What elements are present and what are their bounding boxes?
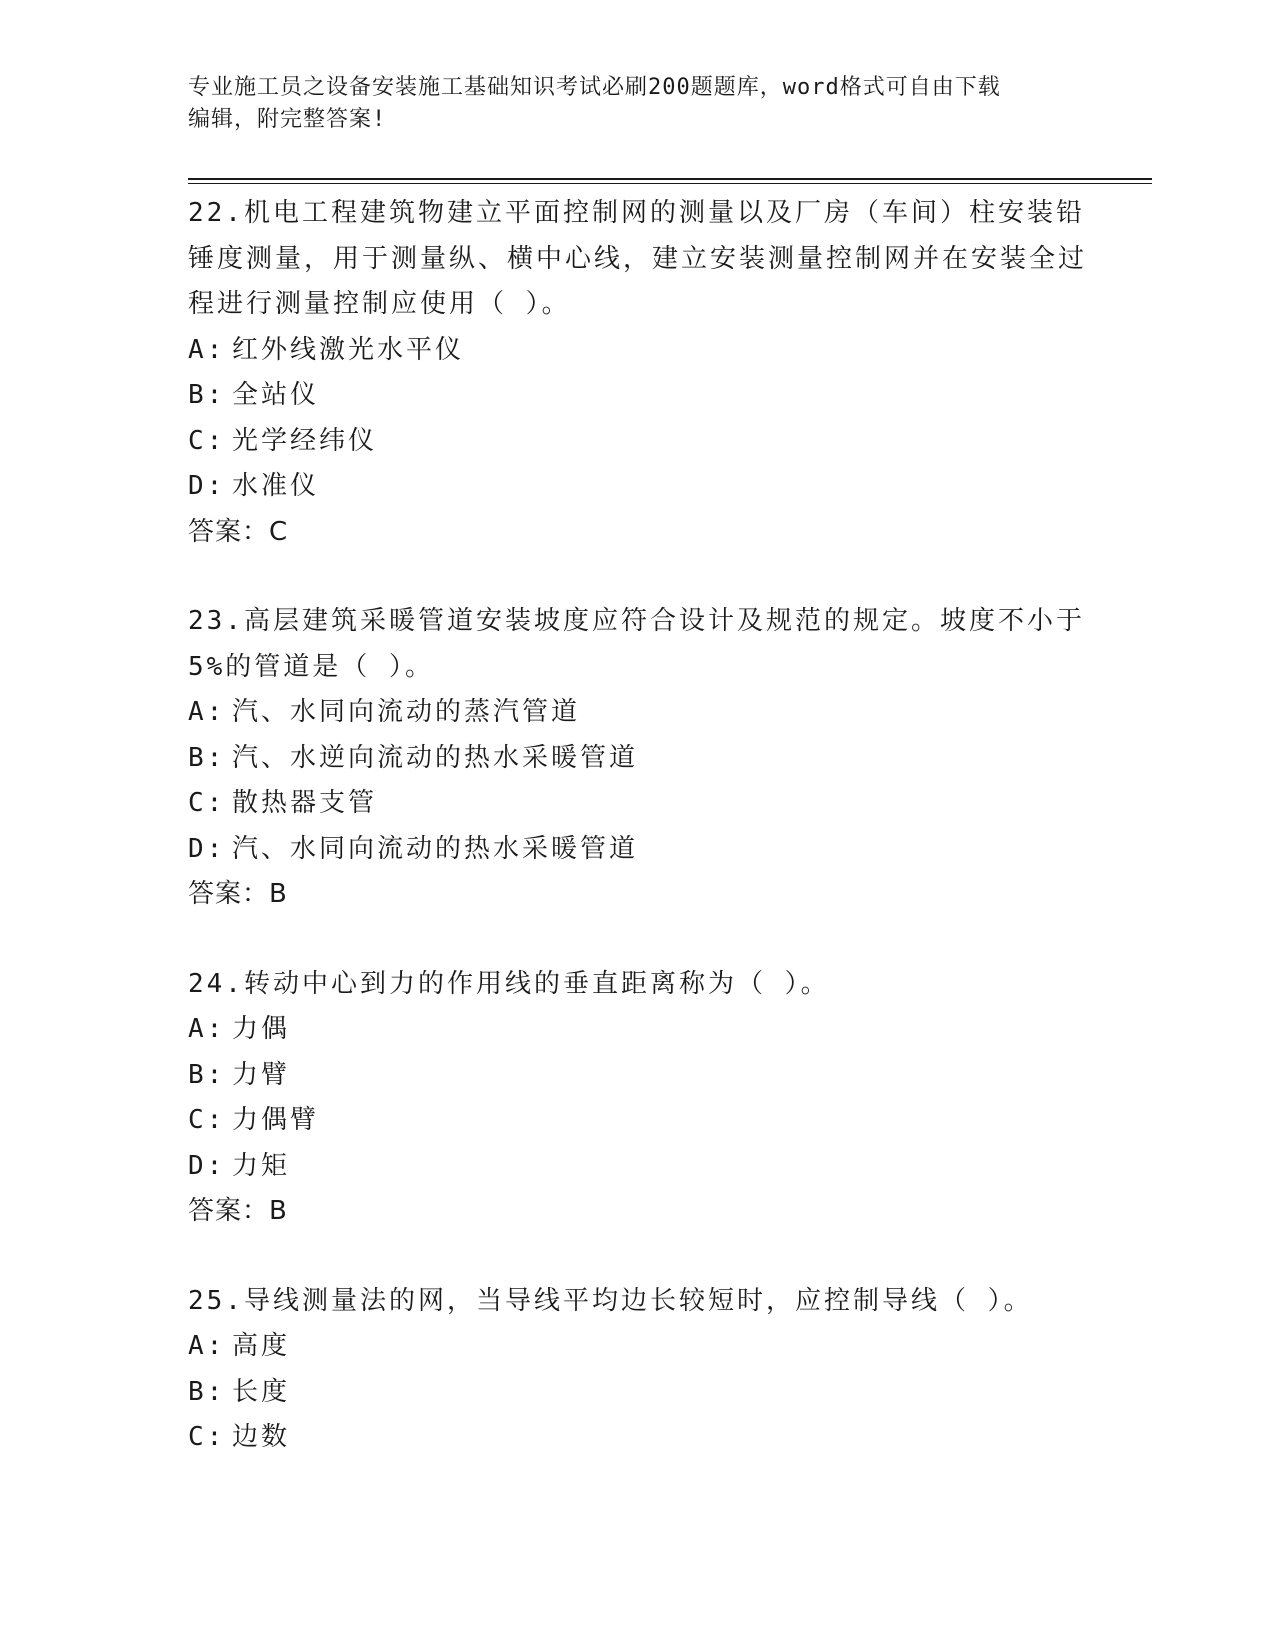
question-23 (188, 599, 1088, 918)
option-text: 力矩 (232, 1150, 291, 1181)
option-letter: B: (188, 380, 226, 410)
option-d (188, 1144, 1088, 1190)
option-letter: C: (188, 425, 226, 456)
option-letter: B: (188, 742, 226, 773)
option-letter: D: (188, 1150, 226, 1181)
option-c (188, 1415, 1088, 1461)
option-text: 高度 (232, 1331, 291, 1361)
question-stem: 25.导线测量法的网，当导线平均边长较短时，应控制导线（ ）。 (188, 1285, 1033, 1316)
header-divider-thin (188, 183, 1152, 184)
option-letter: A: (188, 334, 226, 365)
header-divider-thick (188, 178, 1152, 180)
answer-line: 答案：B (188, 1196, 288, 1226)
option-text: 力偶 (232, 1014, 291, 1044)
option-letter: A: (188, 697, 226, 727)
option-text: 散热器支管 (232, 788, 378, 818)
option-letter: D: (188, 833, 226, 864)
option-text: 光学经纬仪 (232, 425, 378, 456)
option-text: 汽、水同向流动的热水采暖管道 (232, 833, 639, 864)
option-letter: C: (188, 1105, 226, 1135)
option-text: 力偶臂 (232, 1105, 320, 1135)
option-a (188, 690, 1088, 736)
option-d (188, 464, 1088, 510)
option-text: 长度 (232, 1376, 291, 1407)
question-list (188, 191, 1088, 1505)
header-title-line-2: 编辑，附完整答案! (188, 107, 387, 132)
option-text: 红外线激光水平仪 (232, 334, 465, 365)
page-header (188, 72, 1088, 136)
answer-line: 答案：B (188, 879, 288, 909)
option-letter: B: (188, 1376, 226, 1407)
option-a (188, 1007, 1088, 1053)
answer-line: 答案：C (188, 516, 289, 547)
option-letter: A: (188, 1331, 226, 1361)
option-b (188, 1370, 1088, 1416)
question-stem: 23.高层建筑采暖管道安装坡度应符合设计及规范的规定。坡度不小于5%的管道是（ ）。 (188, 606, 1085, 682)
option-text: 汽、水逆向流动的热水采暖管道 (232, 742, 639, 773)
option-letter: B: (188, 1059, 226, 1090)
option-a (188, 328, 1088, 374)
option-c (188, 1098, 1088, 1144)
option-c (188, 781, 1088, 827)
option-letter: C: (188, 1422, 226, 1452)
option-text: 水准仪 (232, 471, 320, 501)
option-b (188, 736, 1088, 782)
question-22 (188, 191, 1088, 555)
option-text: 全站仪 (232, 380, 320, 410)
option-letter: A: (188, 1014, 226, 1044)
question-24 (188, 962, 1088, 1235)
question-stem: 22.机电工程建筑物建立平面控制网的测量以及厂房（车间）柱安装铅锤度测量，用于测量纵、横中心线，建立安装测量控制网并在安装全过程进行测量控制应使用（ ）。 (188, 198, 1088, 319)
question-25 (188, 1279, 1088, 1461)
question-stem: 24.转动中心到力的作用线的垂直距离称为（ ）。 (188, 968, 830, 999)
header-title-line-1: 专业施工员之设备安装施工基础知识考试必刷200题题库，word格式可自由下载 (188, 75, 1001, 100)
option-text: 边数 (232, 1422, 291, 1452)
option-letter: C: (188, 788, 226, 818)
option-b (188, 373, 1088, 419)
option-text: 汽、水同向流动的蒸汽管道 (232, 697, 581, 727)
option-a (188, 1324, 1088, 1370)
option-b (188, 1053, 1088, 1099)
option-letter: D: (188, 471, 226, 501)
option-c (188, 419, 1088, 465)
option-d (188, 827, 1088, 873)
option-text: 力臂 (232, 1059, 291, 1090)
